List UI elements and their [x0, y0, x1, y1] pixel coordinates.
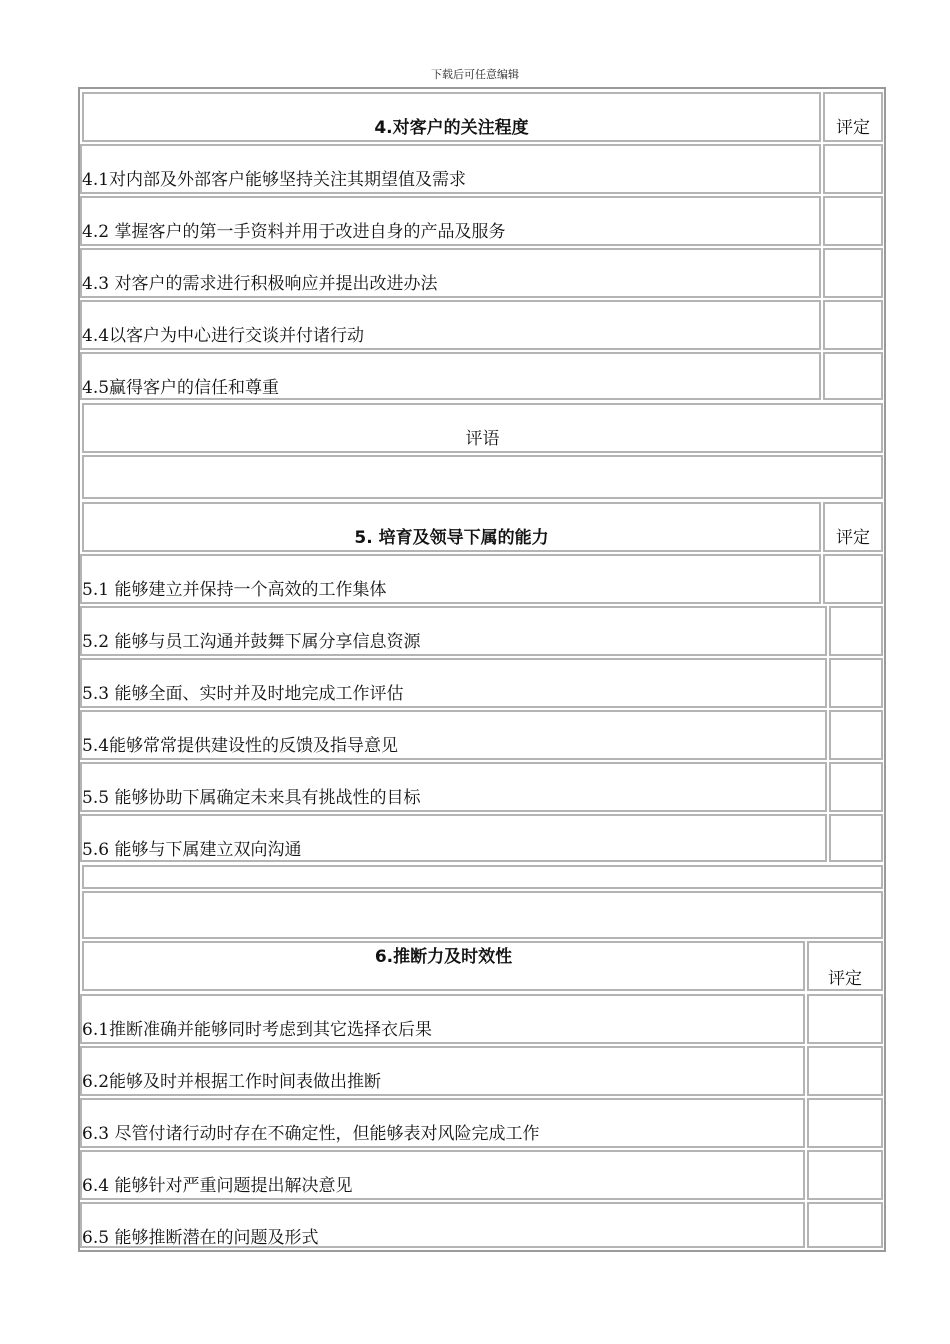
- section5-rating-input[interactable]: [829, 762, 883, 812]
- section4-comment-header: [82, 403, 883, 453]
- section6-item-cell: [80, 1046, 805, 1096]
- section5-rating-input[interactable]: [829, 606, 883, 656]
- section4-comment-input[interactable]: [82, 455, 883, 499]
- section4-title: 4.对客户的关注程度: [374, 118, 529, 138]
- section4-item-2: 4.2 掌握客户的第一手资料并用于改进自身的产品及服务: [82, 222, 506, 242]
- section6-item-3: 6.3 尽管付诸行动时存在不确定性，但能够表对风险完成工作: [82, 1124, 540, 1144]
- section4-item-5: 4.5赢得客户的信任和尊重: [82, 378, 280, 398]
- section4-item-cell: [80, 300, 821, 350]
- section4-comment-label: 评语: [465, 429, 500, 449]
- section4-item-1: 4.1对内部及外部客户能够坚持关注其期望值及需求: [82, 170, 467, 190]
- section4-rating-input[interactable]: [823, 352, 883, 400]
- section6-rating-label: 评定: [828, 969, 862, 989]
- section4-rating-input[interactable]: [823, 248, 883, 298]
- section5-item-1: 5.1 能够建立并保持一个高效的工作集体: [82, 580, 387, 600]
- section4-item-cell: [80, 144, 821, 194]
- section4-item-4: 4.4以客户为中心进行交谈并付诸行动: [82, 326, 365, 346]
- section6-item-cell: [80, 1202, 805, 1248]
- section6-item-cell: [80, 994, 805, 1044]
- section6-rating-input[interactable]: [807, 1150, 883, 1200]
- section6-item-1: 6.1推断准确并能够同时考虑到其它选择衣后果: [82, 1020, 433, 1040]
- section4-item-3: 4.3 对客户的需求进行积极响应并提出改进办法: [82, 274, 438, 294]
- section5-item-cell: [80, 710, 827, 760]
- section5-spacer-row: [82, 865, 883, 889]
- section5-item-cell: [80, 658, 827, 708]
- section5-rating-input[interactable]: [829, 658, 883, 708]
- section5-rating-input[interactable]: [829, 814, 883, 862]
- section6-title: 6.推断力及时效性: [374, 947, 513, 967]
- page-header: 下载后可任意编辑: [431, 68, 519, 81]
- section4-item-cell: [80, 248, 821, 298]
- section4-rating-input[interactable]: [823, 300, 883, 350]
- section6-item-5: 6.5 能够推断潜在的问题及形式: [82, 1228, 319, 1248]
- section5-title: 5. 培育及领导下属的能力: [354, 528, 549, 548]
- section5-item-5: 5.5 能够协助下属确定未来具有挑战性的目标: [82, 788, 421, 808]
- section4-title-cell: [82, 92, 821, 142]
- section6-item-cell: [80, 1150, 805, 1200]
- section5-rating-input[interactable]: [829, 710, 883, 760]
- section6-rating-input[interactable]: [807, 1046, 883, 1096]
- section5-rating-label: 评定: [836, 528, 870, 548]
- section4-rating-label: 评定: [836, 118, 870, 138]
- section5-item-cell: [80, 814, 827, 862]
- section6-title-cell: [82, 941, 805, 991]
- section6-rating-header-cell: [807, 941, 883, 991]
- section5-item-cell: [80, 762, 827, 812]
- section4-item-cell: [80, 196, 821, 246]
- section6-item-4: 6.4 能够针对严重问题提出解决意见: [82, 1176, 353, 1196]
- section5-item-3: 5.3 能够全面、实时并及时地完成工作评估: [82, 684, 404, 704]
- section5-title-cell: [82, 502, 821, 552]
- section6-item-2: 6.2能够及时并根据工作时间表做出推断: [82, 1072, 382, 1092]
- section6-rating-input[interactable]: [807, 1098, 883, 1148]
- section5-item-cell: [80, 606, 827, 656]
- section4-rating-input[interactable]: [823, 196, 883, 246]
- section6-item-cell: [80, 1098, 805, 1148]
- section5-rating-header-cell: [823, 502, 883, 552]
- section5-item-cell: [80, 554, 821, 604]
- section4-item-cell: [80, 352, 821, 400]
- section5-comment-input[interactable]: [82, 891, 883, 939]
- section4-rating-input[interactable]: [823, 144, 883, 194]
- section4-rating-header-cell: [823, 92, 883, 142]
- section6-rating-input[interactable]: [807, 994, 883, 1044]
- section5-item-4: 5.4能够常常提供建设性的反馈及指导意见: [82, 736, 399, 756]
- section5-item-6: 5.6 能够与下属建立双向沟通: [82, 840, 302, 860]
- section6-rating-input[interactable]: [807, 1202, 883, 1248]
- section5-item-2: 5.2 能够与员工沟通并鼓舞下属分享信息资源: [82, 632, 421, 652]
- section5-rating-input[interactable]: [823, 554, 883, 604]
